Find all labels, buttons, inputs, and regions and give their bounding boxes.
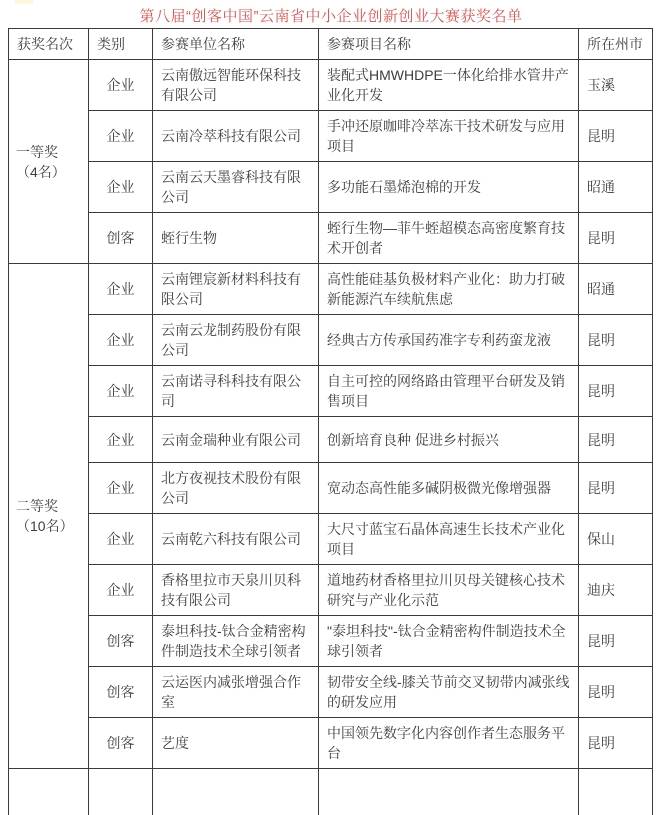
header-unit-name: 参赛单位名称 <box>153 29 319 60</box>
header-city: 所在州市 <box>579 29 653 60</box>
unit-cell: 云南云龙制药股份有限公司 <box>153 315 319 366</box>
project-cell: "泰坦科技"-钛合金精密构件制造技术全球引领者 <box>319 616 579 667</box>
partial-cell <box>319 769 579 815</box>
unit-cell: 云运医内减张增强合作室 <box>153 667 319 718</box>
unit-cell: 云南诺寻科科技有限公司 <box>153 366 319 417</box>
project-cell: 道地药材香格里拉川贝母关键核心技术研究与产业化示范 <box>319 565 579 616</box>
header-row <box>9 29 653 60</box>
table-row <box>9 162 653 213</box>
table-row <box>9 366 653 417</box>
project-cell: 大尺寸蓝宝石晶体高速生长技术产业化项目 <box>319 514 579 565</box>
project-cell: 蛭行生物—菲牛蛭超模态高密度繁育技术开创者 <box>319 213 579 264</box>
partial-cell <box>89 769 153 815</box>
city-cell: 昆明 <box>579 463 653 514</box>
table-row <box>9 667 653 718</box>
category-cell: 企业 <box>89 565 153 616</box>
project-cell: 韧带安全线-膝关节前交叉韧带内减张线的研发应用 <box>319 667 579 718</box>
category-cell: 企业 <box>89 463 153 514</box>
project-cell: 高性能硅基负极材料产业化：助力打破新能源汽车续航焦虑 <box>319 264 579 315</box>
city-cell: 迪庆 <box>579 565 653 616</box>
unit-cell: 泰坦科技-钛合金精密构件制造技术全球引领者 <box>153 616 319 667</box>
partial-cell <box>9 769 89 815</box>
award-group-name: 二等奖 <box>16 498 58 514</box>
award-group-count: （10名） <box>16 518 74 534</box>
table-row <box>9 463 653 514</box>
category-cell: 创客 <box>89 718 153 769</box>
header-project-name: 参赛项目名称 <box>319 29 579 60</box>
award-group-cell <box>9 264 89 769</box>
table-row <box>9 718 653 769</box>
unit-cell: 云南云天墨睿科技有限公司 <box>153 162 319 213</box>
category-cell: 企业 <box>89 417 153 463</box>
header-award-rank: 获奖名次 <box>9 29 89 60</box>
project-cell: 装配式HMWHDPE一体化给排水管井产业化开发 <box>319 60 579 111</box>
city-cell: 昆明 <box>579 366 653 417</box>
award-group-count: （4名） <box>16 163 66 180</box>
project-cell: 宽动态高性能多碱阴极微光像增强器 <box>319 463 579 514</box>
project-cell: 创新培育良种 促进乡村振兴 <box>319 417 579 463</box>
unit-cell: 云南乾六科技有限公司 <box>153 514 319 565</box>
category-cell: 企业 <box>89 60 153 111</box>
table-row <box>9 60 653 111</box>
award-group-name: 一等奖 <box>16 143 58 160</box>
unit-cell: 艺度 <box>153 718 319 769</box>
title-bar <box>0 0 662 28</box>
header-category: 类别 <box>89 29 153 60</box>
category-cell: 企业 <box>89 366 153 417</box>
city-cell: 昆明 <box>579 616 653 667</box>
table-row <box>9 213 653 264</box>
city-cell: 昆明 <box>579 667 653 718</box>
unit-cell: 北方夜视技术股份有限公司 <box>153 463 319 514</box>
city-cell: 昆明 <box>579 718 653 769</box>
project-cell: 手冲还原咖啡冷萃冻干技术研发与应用项目 <box>319 111 579 162</box>
unit-cell: 云南冷萃科技有限公司 <box>153 111 319 162</box>
city-cell: 昆明 <box>579 417 653 463</box>
table-row <box>9 616 653 667</box>
award-table-body <box>9 60 653 815</box>
table-row <box>9 111 653 162</box>
category-cell: 创客 <box>89 213 153 264</box>
category-cell: 企业 <box>89 162 153 213</box>
city-cell: 保山 <box>579 514 653 565</box>
unit-cell: 云南金瑞种业有限公司 <box>153 417 319 463</box>
category-cell: 企业 <box>89 111 153 162</box>
city-cell: 昆明 <box>579 111 653 162</box>
unit-cell: 云南锂宸新材料科技有限公司 <box>153 264 319 315</box>
unit-cell: 香格里拉市天泉川贝科技有限公司 <box>153 565 319 616</box>
partial-row <box>9 769 653 815</box>
partial-cell <box>153 769 319 815</box>
project-cell: 多功能石墨烯泡棉的开发 <box>319 162 579 213</box>
project-cell: 自主可控的网络路由管理平台研发及销售项目 <box>319 366 579 417</box>
category-cell: 创客 <box>89 667 153 718</box>
category-cell: 企业 <box>89 315 153 366</box>
unit-cell: 云南傲远智能环保科技有限公司 <box>153 60 319 111</box>
project-cell: 中国领先数字化内容创作者生态服务平台 <box>319 718 579 769</box>
table-row <box>9 264 653 315</box>
table-row <box>9 514 653 565</box>
project-cell: 经典古方传承国药准字专利药蛮龙液 <box>319 315 579 366</box>
city-cell: 昆明 <box>579 213 653 264</box>
table-row <box>9 315 653 366</box>
unit-cell: 蛭行生物 <box>153 213 319 264</box>
partial-cell <box>579 769 653 815</box>
award-table <box>8 28 653 815</box>
award-group-cell <box>9 60 89 264</box>
table-row <box>9 417 653 463</box>
page-title: 第八届“创客中国”云南省中小企业创新创业大赛获奖名单 <box>139 8 523 25</box>
table-row <box>9 565 653 616</box>
city-cell: 昭通 <box>579 162 653 213</box>
category-cell: 企业 <box>89 264 153 315</box>
city-cell: 玉溪 <box>579 60 653 111</box>
category-cell: 企业 <box>89 514 153 565</box>
award-table-header <box>9 29 653 60</box>
city-cell: 昭通 <box>579 264 653 315</box>
category-cell: 创客 <box>89 616 153 667</box>
page-corner-artifact <box>15 0 33 4</box>
city-cell: 昆明 <box>579 315 653 366</box>
